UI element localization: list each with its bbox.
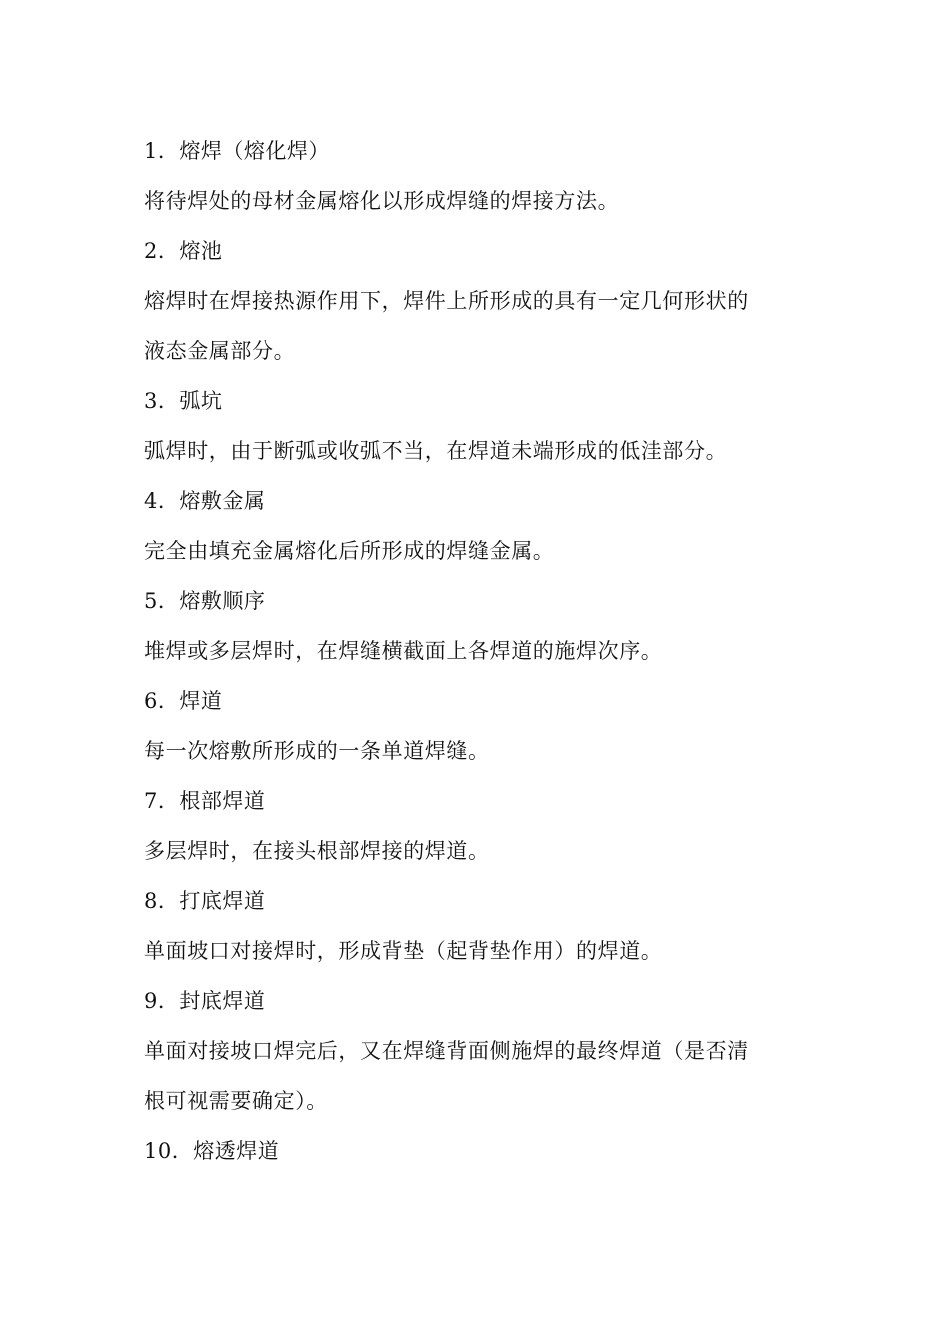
document-body xyxy=(144,126,824,1176)
term-definition-7: 多层焊时，在接头根部焊接的焊道。 xyxy=(144,839,490,863)
term-heading-4: 4．熔敷金属 xyxy=(144,489,266,513)
term-definition-5: 堆焊或多层焊时，在焊缝横截面上各焊道的施焊次序。 xyxy=(144,639,663,663)
term-definition-8: 单面坡口对接焊时，形成背垫（起背垫作用）的焊道。 xyxy=(144,939,663,963)
term-definition-2-line-2: 液态金属部分。 xyxy=(144,339,296,363)
term-heading-7: 7．根部焊道 xyxy=(144,789,266,813)
term-definition-4: 完全由填充金属熔化后所形成的焊缝金属。 xyxy=(144,539,555,563)
term-definition-9-line-1: 单面对接坡口焊完后，又在焊缝背面侧施焊的最终焊道（是否清 xyxy=(144,1039,749,1063)
term-heading-6: 6．焊道 xyxy=(144,689,223,713)
term-heading-8: 8．打底焊道 xyxy=(144,889,266,913)
term-heading-3: 3．弧坑 xyxy=(144,389,223,413)
term-heading-10: 10．熔透焊道 xyxy=(144,1139,280,1163)
term-heading-5: 5．熔敷顺序 xyxy=(144,589,266,613)
term-definition-2-line-1: 熔焊时在焊接热源作用下，焊件上所形成的具有一定几何形状的 xyxy=(144,289,749,313)
term-definition-1: 将待焊处的母材金属熔化以形成焊缝的焊接方法。 xyxy=(144,189,620,213)
term-definition-9-line-2: 根可视需要确定）。 xyxy=(144,1089,328,1113)
term-definition-3: 弧焊时，由于断弧或收弧不当，在焊道未端形成的低洼部分。 xyxy=(144,439,728,463)
term-heading-2: 2．熔池 xyxy=(144,239,223,263)
term-heading-9: 9．封底焊道 xyxy=(144,989,266,1013)
term-definition-6: 每一次熔敷所形成的一条单道焊缝。 xyxy=(144,739,490,763)
term-heading-1: 1．熔焊（熔化焊） xyxy=(144,139,330,163)
